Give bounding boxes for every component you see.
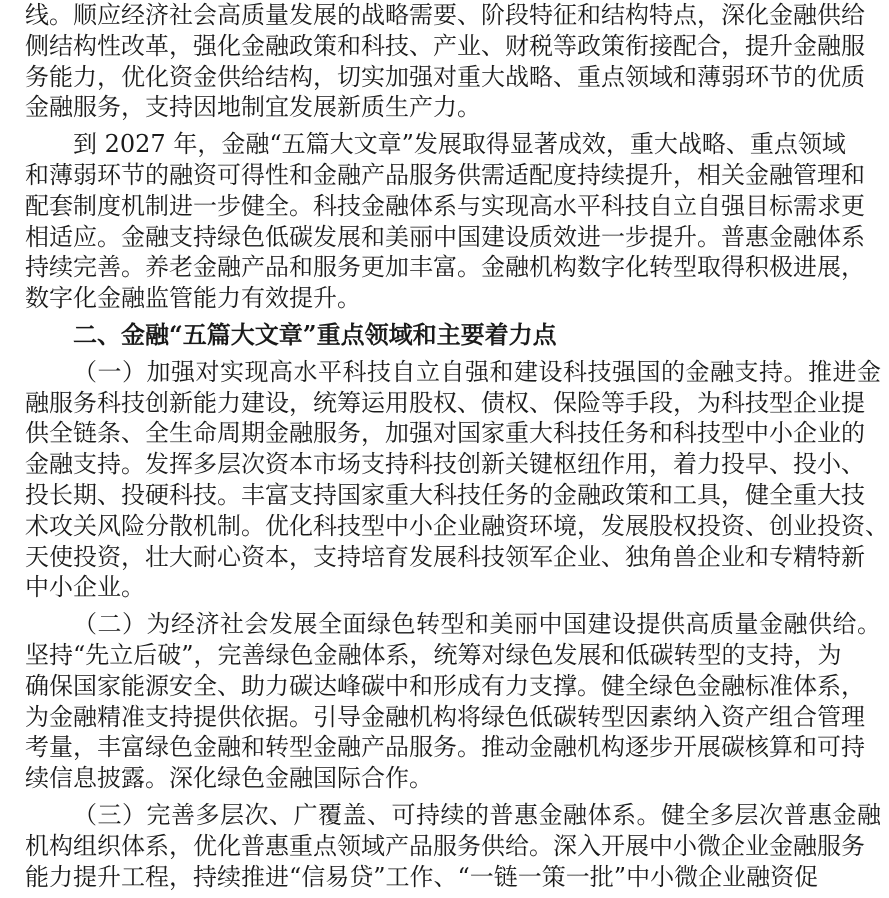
text-line: 和薄弱环节的融资可得性和金融产品服务供需适配度持续提升，相关金融管理和 [25,160,865,189]
text-line: 金融支持。发挥多层次资本市场支持科技创新关键枢纽作用，着力投早、投小、 [25,450,865,479]
paragraph [25,609,882,794]
text-line: 天使投资，壮大耐心资本，支持培育发展科技领军企业、独角兽企业和专精特新 [25,542,865,571]
text-line: 务能力，优化资金供给结构，切实加强对重大战略、重点领域和薄弱环节的优质 [25,62,865,91]
text-line: （三）完善多层次、广覆盖、可持续的普惠金融体系。健全多层次普惠金融 [73,800,882,829]
text-line: （二）为经济社会发展全面绿色转型和美丽中国建设提供高质量金融供给。 [73,610,882,639]
text-line: 中小企业。 [25,573,145,602]
document-page [25,0,889,898]
text-line: 相适应。金融支持绿色低碳发展和美丽中国建设质效进一步提升。普惠金融体系 [25,222,865,251]
text-line: 线。顺应经济社会高质量发展的战略需要、阶段特征和结构特点，深化金融供给 [25,1,865,29]
text-line: 能力提升工程，持续推进“信易贷”工作、“一链一策一批”中小微企业融资促 [25,862,819,891]
text-line: 考量，丰富绿色金融和转型金融产品服务。推动金融机构逐步开展碳核算和可持 [25,733,865,762]
text-line: 二、金融“五篇大文章”重点领域和主要着力点 [73,319,557,349]
text-line: 坚持“先立后破”，完善绿色金融体系，统筹对绿色发展和低碳转型的支持，为 [25,640,842,669]
paragraph [25,357,889,603]
text-line: 机构组织体系，优化普惠重点领域产品服务供给。深入开展中小微企业金融服务 [25,831,865,860]
text-line: 术攻关风险分散机制。优化科技型中小企业融资环境，发展股权投资、创业投资、 [25,511,889,540]
text-line: 数字化金融监管能力有效提升。 [25,284,361,313]
text-line: 确保国家能源安全、助力碳达峰碳中和形成有力支撑。健全绿色金融标准体系， [25,671,865,700]
text-line: 配套制度机制进一步健全。科技金融体系与实现高水平科技自立自强目标需求更 [25,191,865,220]
text-line: 投长期、投硬科技。丰富支持国家重大科技任务的金融政策和工具，健全重大技 [25,480,865,509]
text-line: （一）加强对实现高水平科技自立自强和建设科技强国的金融支持。推进金 [73,357,882,386]
text-line: 供全链条、全生命周期金融服务，加强对国家重大科技任务和科技型中小企业的 [25,419,865,448]
paragraph [25,800,882,892]
text-line: 为金融精准支持提供依据。引导金融机构将绿色低碳转型因素纳入资产组合管理 [25,702,865,731]
section-heading [25,320,777,351]
text-line: 侧结构性改革，强化金融政策和科技、产业、财税等政策衔接配合，提升金融服 [25,31,865,60]
text-line: 金融服务，支持因地制宜发展新质生产力。 [25,93,481,122]
text-line: 融服务科技创新能力建设，统筹运用股权、债权、保险等手段，为科技型企业提 [25,388,865,417]
text-line: 到 2027 年，金融“五篇大文章”发展取得显著成效，重大战略、重点领域 [73,130,846,159]
text-line: 续信息披露。深化绿色金融国际合作。 [25,764,433,793]
paragraph [25,129,865,314]
text-line: 持续完善。养老金融产品和服务更加丰富。金融机构数字化转型取得积极进展， [25,253,865,282]
paragraph [25,0,865,123]
